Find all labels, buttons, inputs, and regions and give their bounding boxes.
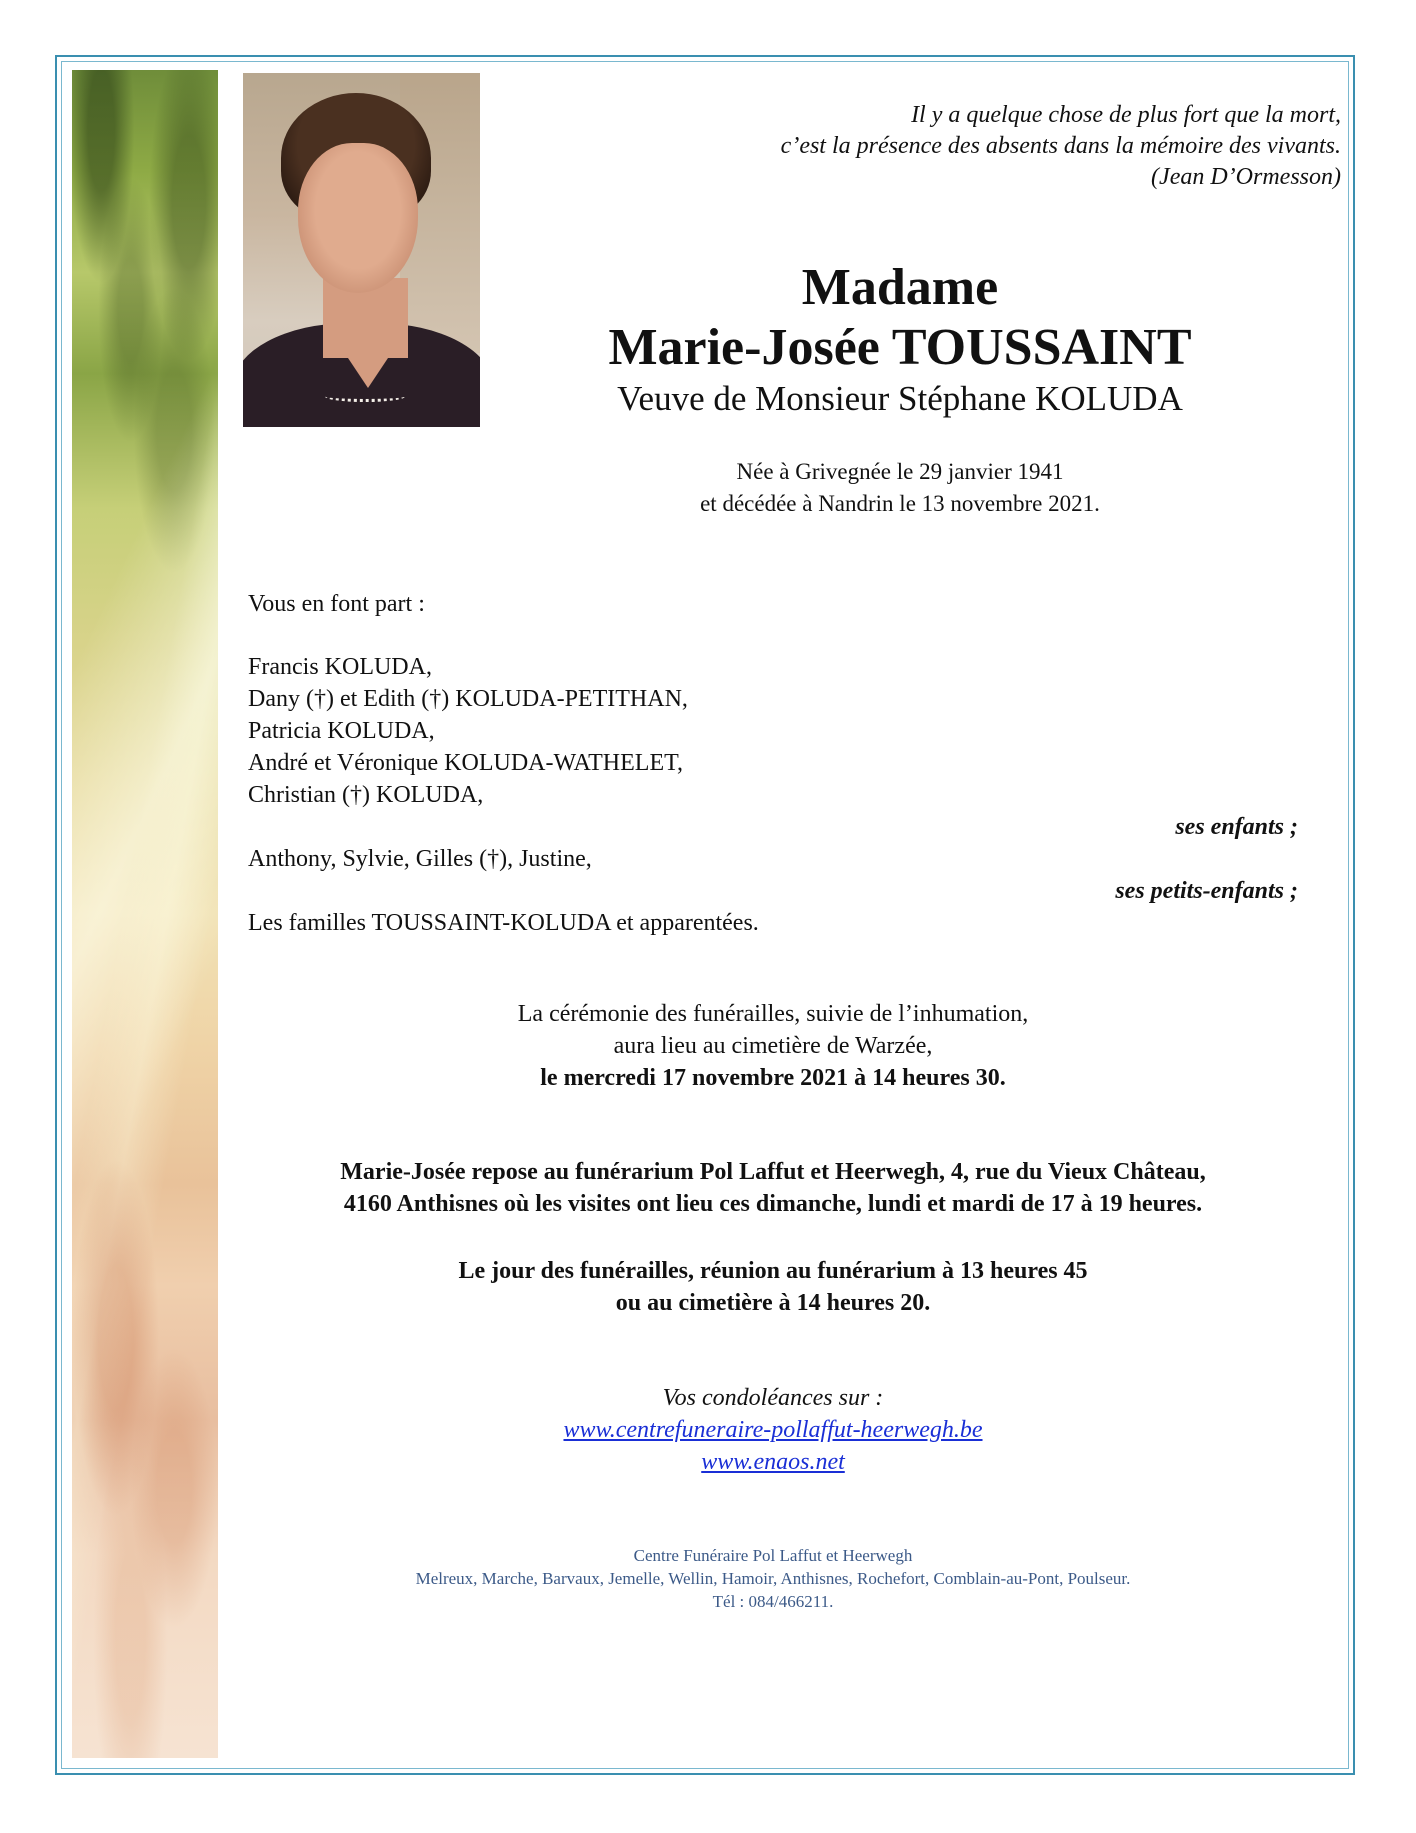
ceremony-line-1: La cérémonie des funérailles, suivie de l’inhumation, <box>517 1001 1029 1027</box>
deceased-heading <box>500 258 1300 420</box>
decorative-forest-strip <box>72 70 218 1758</box>
footer-phone: Tél : 084/466211. <box>712 1592 834 1611</box>
funeral-center-link[interactable]: www.centrefuneraire-pollaffut-heerwegh.be <box>563 1417 983 1443</box>
pearl-necklace <box>325 391 405 402</box>
enaos-link[interactable]: www.enaos.net <box>701 1449 845 1475</box>
grandchildren: Anthony, Sylvie, Gilles (†), Justine, <box>248 846 592 872</box>
condolences <box>248 1382 1298 1478</box>
widow-of: Veuve de Monsieur Stéphane KOLUDA <box>617 379 1183 418</box>
footer-locations: Melreux, Marche, Barvaux, Jemelle, Wellin, Hamoir, Anthisnes, Rochefort, Comblain-au-Pont, Poulseur. <box>415 1569 1131 1588</box>
child-2: Dany (†) et Edith (†) KOLUDA-PETITHAN, <box>248 686 688 712</box>
quote-line-2: c’est la présence des absents dans la mémoire des vivants. <box>780 133 1341 159</box>
portrait-photo <box>243 73 480 427</box>
repose-line-1: Marie-Josée repose au funérarium Pol Laffut et Heerwegh, 4, rue du Vieux Château, <box>340 1159 1206 1185</box>
funeral-home-footer <box>248 1544 1298 1613</box>
deceased-name: Marie-Josée TOUSSAINT <box>608 319 1192 376</box>
child-5: Christian (†) KOLUDA, <box>248 782 484 808</box>
ceremony-details <box>248 998 1298 1094</box>
family-intro: Vous en font part : <box>248 591 425 617</box>
family-announcement <box>248 588 1298 939</box>
condolences-label: Vos condoléances sur : <box>662 1385 884 1411</box>
path-texture <box>72 1158 218 1758</box>
portrait-face <box>298 143 418 293</box>
ceremony-date: le mercredi 17 novembre 2021 à 14 heures 30. <box>540 1065 1006 1091</box>
repose-line-2: 4160 Anthisnes où les visites ont lieu ces dimanche, lundi et mardi de 17 à 19 heures. <box>343 1191 1203 1217</box>
life-dates <box>500 456 1300 520</box>
child-1: Francis KOLUDA, <box>248 654 432 680</box>
reunion-line-1: Le jour des funérailles, réunion au funérarium à 13 heures 45 <box>458 1258 1088 1284</box>
footer-company: Centre Funéraire Pol Laffut et Heerwegh <box>633 1546 913 1565</box>
reunion-line-2: ou au cimetière à 14 heures 20. <box>615 1290 931 1316</box>
relatives: Les familles TOUSSAINT-KOLUDA et apparentées. <box>248 910 759 936</box>
repose-details <box>248 1156 1298 1220</box>
quote-line-1: Il y a quelque chose de plus fort que la mort, <box>911 102 1341 128</box>
child-4: André et Véronique KOLUDA-WATHELET, <box>248 750 683 776</box>
ceremony-line-2: aura lieu au cimetière de Warzée, <box>613 1033 933 1059</box>
quote-author: (Jean D’Ormesson) <box>1151 164 1341 190</box>
birth-line: Née à Grivegnée le 29 janvier 1941 <box>736 459 1064 484</box>
death-line: et décédée à Nandrin le 13 novembre 2021. <box>700 491 1100 516</box>
epigraph-quote <box>581 100 1341 193</box>
reunion-details <box>248 1255 1298 1319</box>
grandchildren-role: ses petits-enfants ; <box>1115 878 1298 904</box>
children-role: ses enfants ; <box>1175 814 1298 840</box>
honorific: Madame <box>801 259 999 316</box>
child-3: Patricia KOLUDA, <box>248 718 435 744</box>
